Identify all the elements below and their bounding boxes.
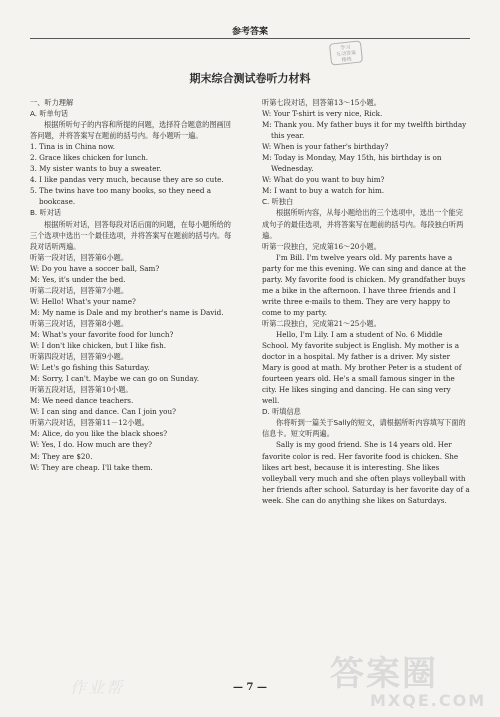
dialog-label: 听第二段对话，回答第7小题。 [30, 285, 129, 295]
watermark-logo-url: MXQE.COM [370, 691, 487, 710]
stamp-seal [329, 40, 363, 65]
dialog-line: M: My name is Dale and my brother's name is David. [30, 307, 224, 317]
dialog-line: W: I don't like chicken, but I like fish. [30, 341, 166, 351]
dialog-line: W: Yes, I do. How much are they? [30, 440, 152, 450]
dialog-line: M: I want to buy a watch for him. [262, 186, 385, 196]
question-line: 2. Grace likes chicken for lunch. [30, 153, 149, 163]
dialog-line: M: Yes, it's under the bed. [30, 274, 126, 284]
dialog-line: W: Let's go fishing this Saturday. [30, 363, 150, 373]
subsection-heading: C. 听独白 [262, 197, 294, 207]
monologue-text: Hello, I'm Lily. I am a student of No. 6 Middle School. My favorite subject is English. My mother is a doctor in a hospital. My father is a driver. My sister Mary is good at math. My brother Peter is a student of fourteen years old. He's a small famous singer in the city. He likes singing and dancing. He can sing very well. [262, 329, 462, 406]
page-number: — 7 — [233, 682, 267, 693]
instruction-paragraph: 根据所听对话，回答每段对话后面的问题，在每小题所给的三个选项中选出一个最佳选项，并将答案写在题前的括号内。每段对话听两遍。 [30, 219, 232, 251]
instruction-paragraph: 根据所听句子的内容和所提的问题，选择符合题意的图画回答问题，并将答案写在题前的括号内。每小题听一遍。 [30, 120, 231, 141]
dialog-line: M: What's your favorite food for lunch? [30, 329, 174, 339]
dialog-line: M: Sorry, I can't. Maybe we can go on Sunday. [30, 374, 200, 384]
question-line: 5. The twins have too many books, so they need a bookcase. [30, 186, 212, 207]
dialog-label: 听第四段对话，回答第9小题。 [30, 352, 129, 362]
dialog-line: M: Today is Monday, May 15th, his birthday is on Wednesday. [262, 153, 442, 174]
section-heading: 一、听力理解 [30, 98, 74, 107]
instruction-paragraph: 根据所听内容，从每小题给出的三个选项中，选出一个能完成句子的最佳选项，并将答案写在题前的括号内。每段独白听两遍。 [262, 208, 464, 240]
monologue-text: I'm Bill. I'm twelve years old. My parents have a party for me this evening. We can sing and dance at the party. My favorite food is chicken. My grandfather buys me a bike in the afternoon. I have three friends and I write three e-mails to them. They are very happy to come to my party. [262, 252, 466, 317]
dialog-label: 听第七段对话，回答第13～15小题。 [262, 98, 381, 107]
dialog-line: M: Thank you. My father buys it for my twelfth birthday this year. [262, 120, 467, 141]
monologue-label: 听第二段独白，完成第21～25小题。 [262, 318, 381, 328]
subsection-heading: D. 听填信息 [262, 407, 301, 417]
subsection-heading: B. 听对话 [30, 208, 62, 218]
dialog-line: W: I can sing and dance. Can I join you? [30, 407, 176, 417]
stamp-line-3: 精练 [341, 56, 353, 64]
dialog-line: W: Your T-shirt is very nice, Rick. [262, 109, 383, 119]
watermark-logo-text: 答案圈 [330, 654, 438, 694]
stamp-line-1: 学习 [340, 44, 351, 52]
dialog-line: W: They are cheap. I'll take them. [30, 462, 153, 472]
dialog-line: W: Do you have a soccer ball, Sam? [30, 263, 160, 273]
dialog-line: M: We need dance teachers. [30, 396, 134, 406]
stamp-line-2: 互动答案 [335, 49, 357, 59]
instruction-paragraph: 你将听到一篇关于Sally的短文，请根据所听内容填写下面的信息卡。短文听两遍。 [262, 418, 466, 439]
dialog-line: W: When is your father's birthday? [262, 142, 389, 152]
right-column [262, 97, 470, 506]
question-line: 4. I like pandas very much, because they are so cute. [30, 175, 224, 185]
watermark-logo [330, 655, 490, 715]
dialog-label: 听第六段对话，回答第11－12小题。 [30, 418, 149, 428]
dialog-label: 听第五段对话，回答第10小题。 [30, 385, 133, 395]
dialog-line: M: They are $20. [30, 451, 93, 461]
left-column [30, 97, 238, 473]
page-header: 参考答案 [231, 27, 268, 37]
question-line: 1. Tina is in China now. [30, 142, 116, 152]
dialog-line: W: Hello! What's your name? [30, 296, 136, 306]
watermark-left: 作业帮 [70, 678, 125, 697]
dialog-line: W: What do you want to buy him? [262, 175, 385, 185]
header-divider [30, 38, 470, 39]
dialog-line: M: Alice, do you like the black shoes? [30, 429, 168, 439]
monologue-label: 听第一段独白，完成第16～20小题。 [262, 241, 381, 251]
passage-text: Sally is my good friend. She is 14 years old. Her favorite color is red. Her favorite food is chicken. She likes art best, because it is interesting. She likes volleyball very much and she often plays volleyball with her friends after school. Saturday is her favorite day of a week. She can do anything she likes on Saturdays. [262, 440, 470, 505]
subsection-heading: A. 听单句话 [30, 109, 69, 119]
dialog-label: 听第一段对话，回答第6小题。 [30, 252, 129, 262]
dialog-label: 听第三段对话，回答第8小题。 [30, 318, 129, 328]
document-title: 期末综合测试卷听力材料 [189, 72, 311, 85]
question-line: 3. My sister wants to buy a sweater. [30, 164, 162, 174]
